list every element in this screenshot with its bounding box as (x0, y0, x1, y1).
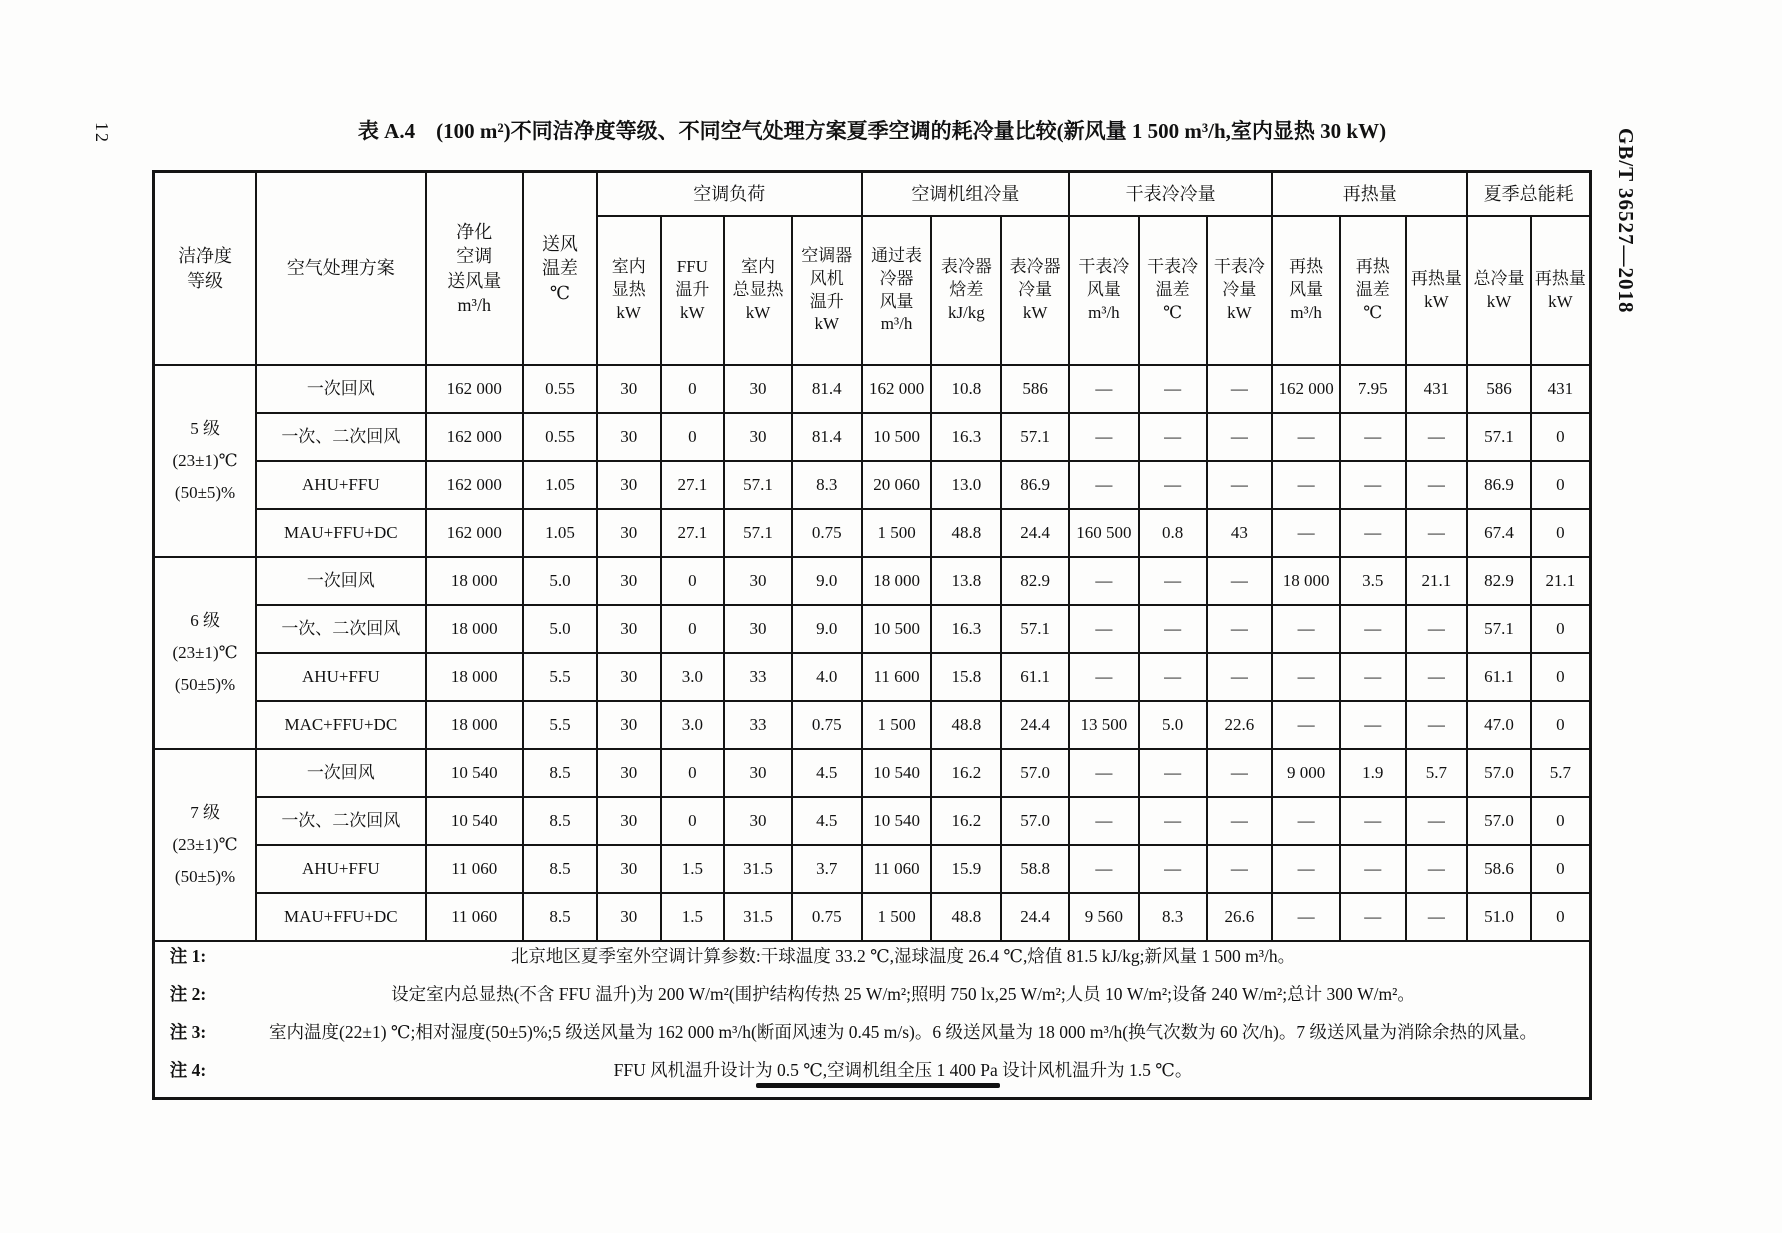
value-cell: 51.0 (1467, 893, 1531, 941)
value-cell: 8.5 (523, 749, 597, 797)
value-cell: 0 (1531, 893, 1591, 941)
table-row (154, 557, 1591, 605)
column-subheader: 再热 风量 m³/h (1272, 216, 1340, 365)
value-cell: 5.7 (1406, 749, 1468, 797)
value-cell: 0.55 (523, 413, 597, 461)
value-cell: 16.3 (931, 413, 1001, 461)
value-cell: 13.8 (931, 557, 1001, 605)
value-cell: 61.1 (1467, 653, 1531, 701)
value-cell: 81.4 (792, 365, 862, 413)
value-cell: — (1340, 461, 1406, 509)
value-cell: — (1069, 749, 1139, 797)
note-item (157, 943, 1587, 970)
column-subheader: 再热量 kW (1406, 216, 1468, 365)
column-group-header: 干表冷冷量 (1069, 172, 1272, 217)
value-cell: 30 (724, 797, 792, 845)
column-header-purification-supply-air-volume: 净化 空调 送风量 m³/h (426, 172, 524, 366)
value-cell: 58.6 (1467, 845, 1531, 893)
value-cell: 3.0 (661, 653, 725, 701)
value-cell: 1 500 (862, 701, 932, 749)
value-cell: 0 (1531, 413, 1591, 461)
note-item (157, 1057, 1587, 1084)
value-cell: — (1340, 413, 1406, 461)
value-cell: 10 540 (862, 797, 932, 845)
value-cell: 20 060 (862, 461, 932, 509)
value-cell: 5.7 (1531, 749, 1591, 797)
value-cell: 57.1 (1001, 605, 1069, 653)
value-cell: 18 000 (1272, 557, 1340, 605)
value-cell: 0 (1531, 653, 1591, 701)
scheme-cell: MAC+FFU+DC (256, 701, 425, 749)
value-cell: 8.5 (523, 893, 597, 941)
value-cell: 9 560 (1069, 893, 1139, 941)
value-cell: 0.75 (792, 893, 862, 941)
value-cell: — (1340, 605, 1406, 653)
column-subheader: 总冷量 kW (1467, 216, 1531, 365)
value-cell: 5.0 (1139, 701, 1207, 749)
value-cell: 4.5 (792, 749, 862, 797)
column-group-header: 夏季总能耗 (1467, 172, 1590, 217)
value-cell: 0 (661, 749, 725, 797)
value-cell: 30 (724, 557, 792, 605)
note-item (157, 1019, 1587, 1046)
value-cell: 27.1 (661, 509, 725, 557)
value-cell: 48.8 (931, 701, 1001, 749)
value-cell: 0 (1531, 701, 1591, 749)
value-cell: — (1272, 845, 1340, 893)
value-cell: 0 (661, 557, 725, 605)
value-cell: 18 000 (426, 653, 524, 701)
value-cell: — (1069, 845, 1139, 893)
value-cell: 57.0 (1467, 749, 1531, 797)
value-cell: 11 060 (862, 845, 932, 893)
value-cell: — (1139, 413, 1207, 461)
value-cell: — (1139, 749, 1207, 797)
table-row (154, 653, 1591, 701)
value-cell: 81.4 (792, 413, 862, 461)
value-cell: — (1406, 893, 1468, 941)
value-cell: 30 (724, 605, 792, 653)
value-cell: — (1207, 653, 1273, 701)
value-cell: 1.05 (523, 461, 597, 509)
value-cell: 47.0 (1467, 701, 1531, 749)
scheme-cell: 一次回风 (256, 557, 425, 605)
value-cell: 5.0 (523, 557, 597, 605)
value-cell: 0 (1531, 509, 1591, 557)
column-subheader: FFU 温升 kW (661, 216, 725, 365)
value-cell: 11 600 (862, 653, 932, 701)
value-cell: — (1207, 461, 1273, 509)
value-cell: — (1406, 413, 1468, 461)
value-cell: — (1272, 461, 1340, 509)
table-row (154, 797, 1591, 845)
value-cell: 57.1 (724, 461, 792, 509)
value-cell: 10 500 (862, 413, 932, 461)
note-text: 设定室内总显热(不含 FFU 温升)为 200 W/m²(围护结构传热 25 W/m²;照明 750 lx,25 W/m²;人员 10 W/m²;设备 240 W/m²;总计 300 W/m²。 (391, 984, 1415, 1005)
value-cell: — (1139, 557, 1207, 605)
value-cell: 24.4 (1001, 701, 1069, 749)
value-cell: 24.4 (1001, 509, 1069, 557)
value-cell: — (1406, 845, 1468, 893)
scheme-cell: 一次、二次回风 (256, 413, 425, 461)
value-cell: 48.8 (931, 509, 1001, 557)
value-cell: 18 000 (426, 605, 524, 653)
value-cell: 33 (724, 653, 792, 701)
value-cell: 10 540 (426, 797, 524, 845)
value-cell: — (1272, 509, 1340, 557)
value-cell: 0.75 (792, 509, 862, 557)
value-cell: 1.5 (661, 893, 725, 941)
column-subheader: 表冷器 焓差 kJ/kg (931, 216, 1001, 365)
value-cell: 30 (597, 797, 661, 845)
column-header-air-handling-scheme: 空气处理方案 (256, 172, 425, 366)
scheme-cell: 一次回风 (256, 365, 425, 413)
column-subheader: 干表冷 冷量 kW (1207, 216, 1273, 365)
value-cell: 57.0 (1001, 749, 1069, 797)
note-tag: 注 4: (169, 1060, 207, 1081)
column-subheader: 室内 显热 kW (597, 216, 661, 365)
note-text: FFU 风机温升设计为 0.5 ℃,空调机组全压 1 400 Pa 设计风机温升为 1.5 ℃。 (613, 1060, 1193, 1081)
value-cell: 30 (597, 845, 661, 893)
value-cell: — (1207, 749, 1273, 797)
end-of-document-rule (756, 1083, 1000, 1088)
table-row (154, 365, 1591, 413)
value-cell: — (1139, 461, 1207, 509)
scheme-cell: 一次、二次回风 (256, 797, 425, 845)
value-cell: 10 540 (862, 749, 932, 797)
scheme-cell: 一次回风 (256, 749, 425, 797)
value-cell: 30 (597, 365, 661, 413)
column-subheader: 干表冷 风量 m³/h (1069, 216, 1139, 365)
value-cell: 3.7 (792, 845, 862, 893)
value-cell: 5.5 (523, 701, 597, 749)
value-cell: 31.5 (724, 845, 792, 893)
value-cell: — (1207, 797, 1273, 845)
table-row (154, 701, 1591, 749)
value-cell: 82.9 (1001, 557, 1069, 605)
value-cell: — (1406, 461, 1468, 509)
value-cell: — (1069, 605, 1139, 653)
note-text: 室内温度(22±1) ℃;相对湿度(50±5)%;5 级送风量为 162 000 m³/h(断面风速为 0.45 m/s)。6 级送风量为 18 000 m³/h(换气次数为 60 次/h)。7 级送风量为消除余热的风量。 (269, 1022, 1537, 1043)
value-cell: — (1139, 365, 1207, 413)
value-cell: — (1139, 653, 1207, 701)
table-notes (154, 941, 1591, 1098)
scheme-cell: AHU+FFU (256, 461, 425, 509)
value-cell: 57.0 (1001, 797, 1069, 845)
value-cell: 8.3 (792, 461, 862, 509)
value-cell: 10 500 (862, 605, 932, 653)
column-subheader: 室内 总显热 kW (724, 216, 792, 365)
value-cell: 1 500 (862, 893, 932, 941)
value-cell: 57.1 (724, 509, 792, 557)
value-cell: — (1207, 365, 1273, 413)
value-cell: 43 (1207, 509, 1273, 557)
value-cell: 30 (597, 893, 661, 941)
value-cell: 9 000 (1272, 749, 1340, 797)
column-subheader: 再热量 kW (1531, 216, 1591, 365)
value-cell: 58.8 (1001, 845, 1069, 893)
value-cell: — (1340, 701, 1406, 749)
value-cell: 48.8 (931, 893, 1001, 941)
standard-code: GB/T 36527—2018 (1614, 128, 1638, 314)
value-cell: 11 060 (426, 893, 524, 941)
value-cell: — (1340, 893, 1406, 941)
scheme-cell: AHU+FFU (256, 845, 425, 893)
value-cell: 5.5 (523, 653, 597, 701)
value-cell: — (1406, 797, 1468, 845)
value-cell: 13 500 (1069, 701, 1139, 749)
value-cell: 18 000 (862, 557, 932, 605)
value-cell: — (1340, 653, 1406, 701)
value-cell: 8.5 (523, 845, 597, 893)
column-header-supply-air-temp-diff: 送风 温差 ℃ (523, 172, 597, 366)
value-cell: 5.0 (523, 605, 597, 653)
table-row (154, 845, 1591, 893)
value-cell: 18 000 (426, 701, 524, 749)
value-cell: 162 000 (862, 365, 932, 413)
value-cell: 15.8 (931, 653, 1001, 701)
value-cell: 0 (1531, 605, 1591, 653)
table-row (154, 413, 1591, 461)
value-cell: — (1207, 845, 1273, 893)
value-cell: 8.3 (1139, 893, 1207, 941)
value-cell: — (1272, 413, 1340, 461)
value-cell: 0 (1531, 845, 1591, 893)
value-cell: — (1406, 701, 1468, 749)
value-cell: — (1069, 365, 1139, 413)
value-cell: 9.0 (792, 557, 862, 605)
value-cell: 30 (597, 701, 661, 749)
value-cell: 30 (597, 653, 661, 701)
value-cell: 21.1 (1531, 557, 1591, 605)
value-cell: 10.8 (931, 365, 1001, 413)
value-cell: 16.2 (931, 797, 1001, 845)
value-cell: 11 060 (426, 845, 524, 893)
column-subheader: 干表冷 温差 ℃ (1139, 216, 1207, 365)
value-cell: 33 (724, 701, 792, 749)
value-cell: — (1406, 605, 1468, 653)
value-cell: 16.2 (931, 749, 1001, 797)
column-subheader: 通过表 冷器 风量 m³/h (862, 216, 932, 365)
value-cell: — (1139, 605, 1207, 653)
table-row (154, 605, 1591, 653)
value-cell: 10 540 (426, 749, 524, 797)
value-cell: 21.1 (1406, 557, 1468, 605)
value-cell: 160 500 (1069, 509, 1139, 557)
value-cell: 27.1 (661, 461, 725, 509)
value-cell: 0 (661, 797, 725, 845)
value-cell: 1.05 (523, 509, 597, 557)
value-cell: 24.4 (1001, 893, 1069, 941)
scheme-cell: MAU+FFU+DC (256, 893, 425, 941)
value-cell: — (1406, 653, 1468, 701)
value-cell: — (1207, 605, 1273, 653)
scheme-cell: MAU+FFU+DC (256, 509, 425, 557)
value-cell: 15.9 (931, 845, 1001, 893)
value-cell: 30 (724, 413, 792, 461)
column-subheader: 空调器 风机 温升 kW (792, 216, 862, 365)
value-cell: 162 000 (426, 413, 524, 461)
value-cell: 7.95 (1340, 365, 1406, 413)
value-cell: 57.1 (1001, 413, 1069, 461)
value-cell: — (1272, 701, 1340, 749)
column-header-cleanliness-class: 洁净度 等级 (154, 172, 257, 366)
value-cell: 57.0 (1467, 797, 1531, 845)
value-cell: — (1207, 557, 1273, 605)
value-cell: 30 (597, 413, 661, 461)
value-cell: 0 (661, 413, 725, 461)
value-cell: 0.8 (1139, 509, 1207, 557)
value-cell: 57.1 (1467, 605, 1531, 653)
value-cell: 0.75 (792, 701, 862, 749)
value-cell: 8.5 (523, 797, 597, 845)
value-cell: 18 000 (426, 557, 524, 605)
value-cell: 162 000 (426, 509, 524, 557)
value-cell: 3.0 (661, 701, 725, 749)
value-cell: 61.1 (1001, 653, 1069, 701)
table-row (154, 749, 1591, 797)
page-number: 12 (92, 122, 112, 144)
value-cell: — (1069, 461, 1139, 509)
cleanliness-class-cell: 6 级 (23±1)℃ (50±5)% (154, 557, 257, 749)
column-group-header: 再热量 (1272, 172, 1467, 217)
value-cell: 57.1 (1467, 413, 1531, 461)
value-cell: — (1272, 653, 1340, 701)
column-subheader: 表冷器 冷量 kW (1001, 216, 1069, 365)
value-cell: 30 (597, 509, 661, 557)
value-cell: — (1340, 797, 1406, 845)
value-cell: 9.0 (792, 605, 862, 653)
value-cell: 30 (597, 557, 661, 605)
value-cell: 16.3 (931, 605, 1001, 653)
cleanliness-class-cell: 7 级 (23±1)℃ (50±5)% (154, 749, 257, 941)
value-cell: — (1139, 797, 1207, 845)
value-cell: — (1272, 797, 1340, 845)
value-cell: — (1272, 893, 1340, 941)
column-subheader: 再热 温差 ℃ (1340, 216, 1406, 365)
value-cell: — (1139, 845, 1207, 893)
table-title: 表 A.4 (100 m²)不同洁净度等级、不同空气处理方案夏季空调的耗冷量比较(新风量 1 500 m³/h,室内显热 30 kW) (357, 119, 1387, 143)
value-cell: — (1069, 797, 1139, 845)
value-cell: 431 (1406, 365, 1468, 413)
cleanliness-class-cell: 5 级 (23±1)℃ (50±5)% (154, 365, 257, 557)
value-cell: — (1069, 557, 1139, 605)
note-tag: 注 1: (169, 946, 207, 966)
comparison-table (152, 170, 1592, 1100)
value-cell: 30 (597, 749, 661, 797)
value-cell: 162 000 (426, 461, 524, 509)
value-cell: 22.6 (1207, 701, 1273, 749)
note-item (157, 981, 1587, 1008)
value-cell: 31.5 (724, 893, 792, 941)
column-group-header: 空调负荷 (597, 172, 862, 217)
value-cell: 1 500 (862, 509, 932, 557)
value-cell: — (1340, 845, 1406, 893)
value-cell: 586 (1467, 365, 1531, 413)
value-cell: — (1340, 509, 1406, 557)
value-cell: 162 000 (426, 365, 524, 413)
value-cell: 30 (724, 749, 792, 797)
value-cell: 30 (724, 365, 792, 413)
value-cell: 0 (1531, 797, 1591, 845)
column-group-header: 空调机组冷量 (862, 172, 1069, 217)
table-row (154, 509, 1591, 557)
value-cell: 67.4 (1467, 509, 1531, 557)
scheme-cell: AHU+FFU (256, 653, 425, 701)
value-cell: 30 (597, 605, 661, 653)
value-cell: 431 (1531, 365, 1591, 413)
note-tag: 注 2: (169, 984, 207, 1005)
value-cell: 162 000 (1272, 365, 1340, 413)
value-cell: — (1207, 413, 1273, 461)
value-cell: — (1069, 653, 1139, 701)
value-cell: 4.5 (792, 797, 862, 845)
note-text: 北京地区夏季室外空调计算参数:干球温度 33.2 ℃,湿球温度 26.4 ℃,焓值 81.5 kJ/kg;新风量 1 500 m³/h。 (510, 946, 1296, 966)
table-row (154, 893, 1591, 941)
value-cell: 0 (1531, 461, 1591, 509)
value-cell: — (1406, 509, 1468, 557)
value-cell: 30 (597, 461, 661, 509)
value-cell: 1.5 (661, 845, 725, 893)
value-cell: 1.9 (1340, 749, 1406, 797)
value-cell: 86.9 (1001, 461, 1069, 509)
note-tag: 注 3: (169, 1022, 207, 1043)
value-cell: 86.9 (1467, 461, 1531, 509)
value-cell: 0 (661, 605, 725, 653)
value-cell: 13.0 (931, 461, 1001, 509)
value-cell: — (1069, 413, 1139, 461)
value-cell: 0.55 (523, 365, 597, 413)
value-cell: 3.5 (1340, 557, 1406, 605)
value-cell: 0 (661, 365, 725, 413)
value-cell: — (1272, 605, 1340, 653)
value-cell: 26.6 (1207, 893, 1273, 941)
table-row (154, 461, 1591, 509)
value-cell: 4.0 (792, 653, 862, 701)
value-cell: 82.9 (1467, 557, 1531, 605)
scheme-cell: 一次、二次回风 (256, 605, 425, 653)
value-cell: 586 (1001, 365, 1069, 413)
